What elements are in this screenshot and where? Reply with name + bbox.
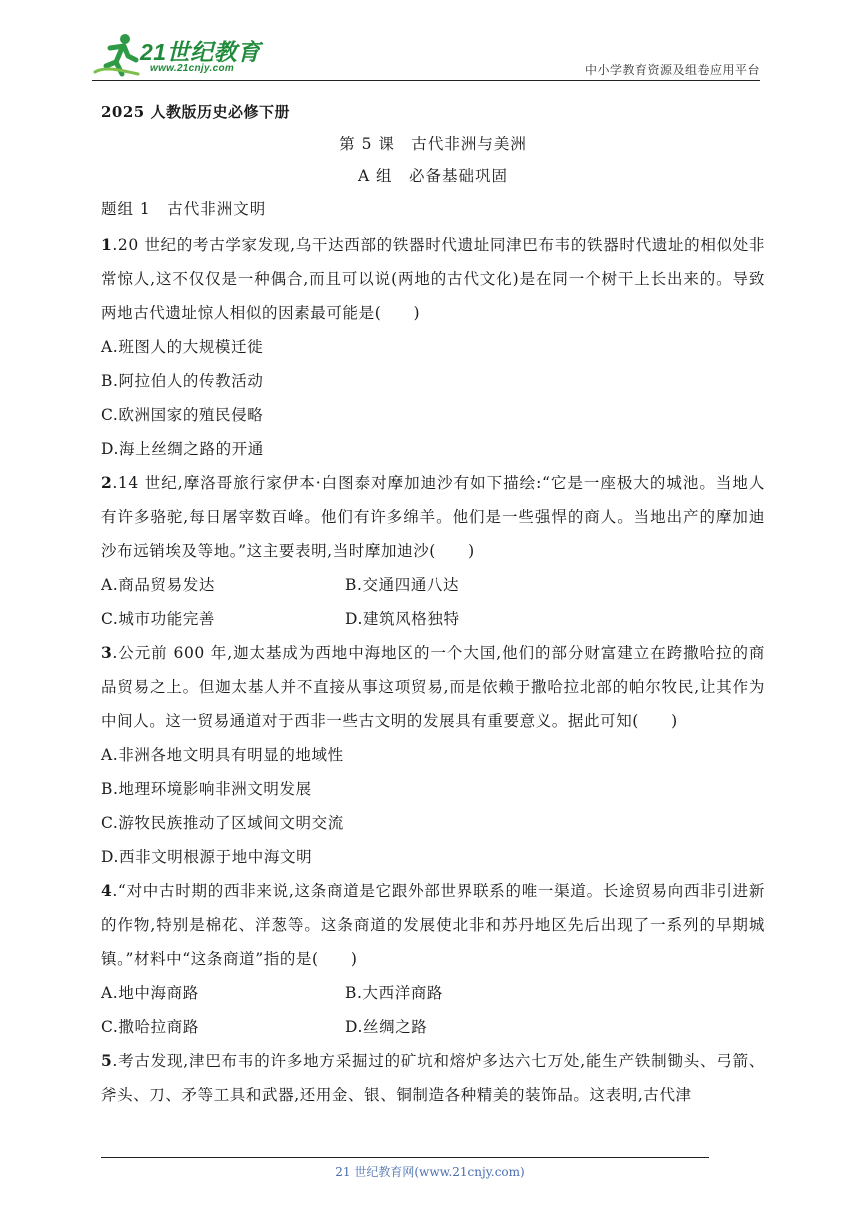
question-stem xyxy=(101,466,765,568)
footer-text: 21 世纪教育网(www.21cnjy.com) xyxy=(335,1165,525,1179)
option-a: A.非洲各地文明具有明显的地域性 xyxy=(101,746,344,764)
lesson-title: 第 5 课 古代非洲与美洲 xyxy=(339,135,527,153)
question-text: .公元前 600 年,迦太基成为西地中海地区的一个大国,他们的部分财富建立在跨撒哈拉的商品贸易之上。但迦太基人并不直接从事这项贸易,而是依赖于撒哈拉北部的帕尔牧民,让其作为中间人。这一贸易通道对于西非一些古文明的发展具有重要意义。据此可知( ) xyxy=(101,644,765,730)
option-c: C.城市功能完善 xyxy=(101,610,216,628)
runner-logo-icon xyxy=(92,30,142,80)
question-stem xyxy=(101,874,765,976)
question-3 xyxy=(101,636,765,874)
option-d: D.海上丝绸之路的开通 xyxy=(101,440,264,458)
option-c: C.撒哈拉商路 xyxy=(101,1018,199,1036)
question-number: 3 xyxy=(101,643,113,662)
page-header xyxy=(92,30,760,82)
question-2 xyxy=(101,466,765,636)
document-body xyxy=(101,102,765,1112)
question-stem xyxy=(101,228,765,330)
header-divider xyxy=(92,80,760,81)
option-a: A.商品贸易发达 xyxy=(101,576,215,594)
question-text: .“对中古时期的西非来说,这条商道是它跟外部世界联系的唯一渠道。长途贸易向西非引进新的作物,特别是棉花、洋葱等。这条商道的发展使北非和苏丹地区先后出现了一系列的早期城镇。”材料中“这条商道”指的是( ) xyxy=(101,882,765,968)
book-title: 2025 人教版历史必修下册 xyxy=(101,103,290,121)
question-text: .考古发现,津巴布韦的许多地方采掘过的矿坑和熔炉多达六七万处,能生产铁制锄头、弓箭、斧头、刀、矛等工具和武器,还用金、银、铜制造各种精美的装饰品。这表明,古代津 xyxy=(101,1052,765,1104)
question-1 xyxy=(101,228,765,466)
option-d: D.建筑风格独特 xyxy=(345,610,460,628)
question-number: 5 xyxy=(101,1051,113,1070)
question-number: 4 xyxy=(101,881,113,900)
options-row xyxy=(101,602,765,636)
option-d: D.西非文明根源于地中海文明 xyxy=(101,848,313,866)
group-title: A 组 必备基础巩固 xyxy=(357,167,509,185)
options-row xyxy=(101,568,765,602)
topic-title: 题组 1 古代非洲文明 xyxy=(101,200,267,218)
option-b: B.交通四通八达 xyxy=(345,576,460,594)
logo-text: 21世纪教育 xyxy=(140,39,261,65)
option-a: A.地中海商路 xyxy=(101,984,199,1002)
question-number: 2 xyxy=(101,473,113,492)
question-text: .14 世纪,摩洛哥旅行家伊本·白图泰对摩加迪沙有如下描绘:“它是一座极大的城池。当地人有许多骆驼,每日屠宰数百峰。他们有许多绵羊。他们是一些强悍的商人。当地出产的摩加迪沙布远销埃及等地。”这主要表明,当时摩加迪沙( ) xyxy=(101,474,765,560)
option-b: B.大西洋商路 xyxy=(345,984,444,1002)
logo xyxy=(92,30,272,80)
header-platform-text: 中小学教育资源及组卷应用平台 xyxy=(584,63,760,77)
question-stem xyxy=(101,1044,765,1112)
option-b: B.阿拉伯人的传教活动 xyxy=(101,372,264,390)
question-stem xyxy=(101,636,765,738)
footer-divider xyxy=(101,1157,709,1158)
option-b: B.地理环境影响非洲文明发展 xyxy=(101,780,312,798)
option-d: D.丝绸之路 xyxy=(345,1018,428,1036)
option-a: A.班图人的大规模迁徙 xyxy=(101,338,264,356)
question-number: 1 xyxy=(101,235,113,254)
question-text: .20 世纪的考古学家发现,乌干达西部的铁器时代遗址同津巴布韦的铁器时代遗址的相似处非常惊人,这不仅仅是一种偶合,而且可以说(两地的古代文化)是在同一个树干上长出来的。导致两地古代遗址惊人相似的因素最可能是( ) xyxy=(101,236,765,322)
question-5 xyxy=(101,1044,765,1112)
options-row xyxy=(101,976,765,1010)
options-row xyxy=(101,1010,765,1044)
option-c: C.欧洲国家的殖民侵略 xyxy=(101,406,264,424)
question-4 xyxy=(101,874,765,1044)
option-c: C.游牧民族推动了区域间文明交流 xyxy=(101,814,344,832)
logo-url: www.21cnjy.com xyxy=(150,63,235,74)
